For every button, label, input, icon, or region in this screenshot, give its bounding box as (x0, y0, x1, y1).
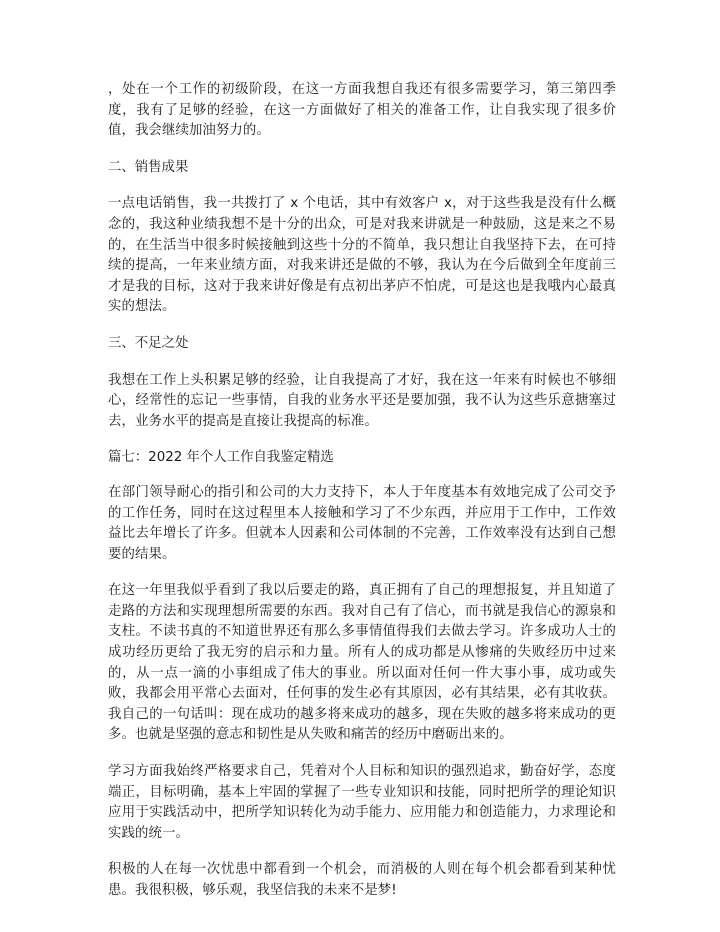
section-heading-article-seven: 篇七：2022 年个人工作自我鉴定精选 (108, 450, 334, 466)
section-heading-sales-results: 二、销售成果 (108, 159, 189, 175)
paragraph-department-support: 在部门领导耐心的指引和公司的大力支持下，本人于年度基本有效地完成了公司交予的工作任务，同时在这过程里本人接触和学习了不少东西，并应用于工作中，工作效益比去年增长了许多。但就本人因素和公司体制的不完善，工作效率没有达到自己想要的结果。 (108, 484, 616, 562)
document-body (108, 80, 616, 918)
paragraph-optimism: 积极的人在每一次忧患中都看到一个机会，而消极的人则在每个机会都看到某种忧患。我很积极，够乐观，我坚信我的未来不是梦! (108, 862, 616, 898)
paragraph-ideals-and-confidence: 在这一年里我似乎看到了我以后要走的路，真正拥有了自己的理想报复，并且知道了走路的方法和实现理想所需要的东西。我对自己有了信心，而书就是我信心的源泉和支柱。不读书真的不知道世界还有那么多事情值得我们去做去学习。许多成功人士的成功经历更给了我无穷的启示和力量。所有人的成功都是从惨痛的失败经历中过来的，从一点一滴的小事组成了伟大的事业。所以面对任何一件大事小事，成功或失败，我都会用平常心去面对，任何事的发生必有其原因，必有其结果，必有其收获。我自己的一句话叫：现在成功的越多将来成功的越多，现在失败的越多将来成功的更多。也就是坚强的意志和韧性是从失败和痛苦的经历中磨砺出来的。 (108, 583, 616, 743)
paragraph-sales-results: 一点电话销售，我一共拨打了 x 个电话，其中有效客户 x，对于这些我是没有什么概念的，我这种业绩我想不是十分的出众，可是对我来讲就是一种鼓励，这是来之不易的，在生活当中很多时候接触到这些十分的不简单，我只想让自我坚持下去，在可持续的提高，一年来业绩方面，对我来讲还是做的不够，我认为在今后做到全年度前三才是我的目标，这对于我来讲好像是有点初出茅庐不怕虎，可是这也是我哦内心最真实的想法。 (108, 196, 616, 315)
paragraph-shortcomings: 我想在工作上头积累足够的经验，让自我提高了才好，我在这一年来有时候也不够细心，经常性的忘记一些事情，自我的业务水平还是要加强，我不认为这些乐意搪塞过去，业务水平的提高是直接让我提高的标准。 (108, 372, 616, 429)
paragraph-study: 学习方面我始终严格要求自己，凭着对个人目标和知识的强烈追求，勤奋好学，态度端正，目标明确，基本上牢固的掌握了一些专业知识和技能，同时把所学的理论知识应用于实践活动中，把所学知识转化为动手能力、应用能力和创造能力，力求理论和实践的统一。 (108, 764, 616, 841)
section-heading-shortcomings: 三、不足之处 (108, 335, 189, 351)
paragraph-intro: ，处在一个工作的初级阶段，在这一方面我想自我还有很多需要学习，第三第四季度，我有了足够的经验，在这一方面做好了相关的准备工作，让自我实现了很多价值，我会继续加油努力的。 (108, 82, 616, 139)
